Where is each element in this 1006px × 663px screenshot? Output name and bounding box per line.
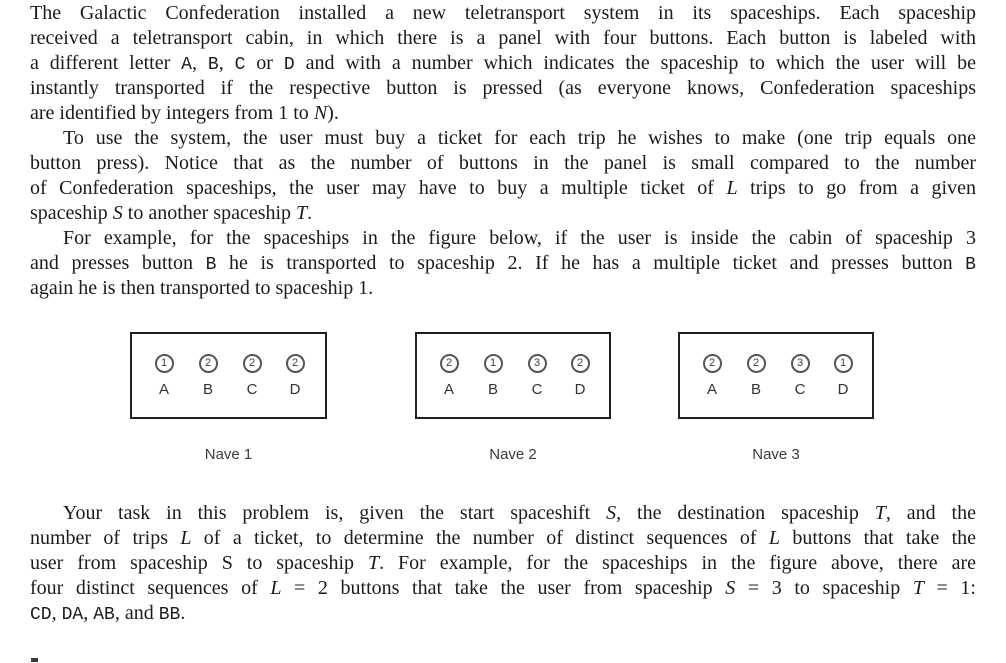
button-panel-box xyxy=(130,332,327,419)
body-text: , and xyxy=(114,602,159,624)
destination-number-circle: 2 xyxy=(440,354,459,373)
math-variable: N xyxy=(313,102,328,124)
math-variable: S xyxy=(725,577,736,599)
text-line xyxy=(30,51,976,76)
text-line xyxy=(30,551,976,576)
body-text: received a teletransport cabin, in which there is a panel with four buttons. Each button is labeled with xyxy=(30,27,976,49)
button-code-text: DA xyxy=(61,605,84,625)
text-line xyxy=(30,251,976,276)
body-text: trips to go from a given xyxy=(737,177,976,199)
paragraph xyxy=(30,501,976,626)
body-text: or xyxy=(245,52,284,74)
body-text: Your task in this problem is, given the start spaceshift xyxy=(63,502,607,524)
destination-number-circle: 2 xyxy=(199,354,218,373)
body-text: of a ticket, to determine the number of distinct sequences of xyxy=(191,527,769,549)
panel-caption: Nave 3 xyxy=(752,446,800,463)
body-text: ). xyxy=(327,102,339,124)
body-text: again he is then transported to spaceship 1. xyxy=(30,277,374,299)
button-letter-label: C xyxy=(794,381,806,398)
destination-number-circle: 1 xyxy=(484,354,503,373)
body-text: user from spaceship S to spaceship xyxy=(30,552,368,574)
math-variable: T xyxy=(296,202,308,224)
text-line xyxy=(30,176,976,201)
destination-number-circle: 1 xyxy=(834,354,853,373)
cropped-heading-artifact xyxy=(31,658,38,662)
paragraph xyxy=(30,126,976,226)
destination-number-circle: 2 xyxy=(243,354,262,373)
teleport-button-C xyxy=(522,354,552,398)
button-letter-label: D xyxy=(289,381,301,398)
text-line xyxy=(30,276,976,301)
body-text: of Confederation spaceships, the user may have to buy a multiple ticket of xyxy=(30,177,727,199)
math-variable: L xyxy=(270,577,282,599)
text-line xyxy=(30,201,976,226)
button-panel-box xyxy=(415,332,611,419)
body-text: , xyxy=(218,52,235,74)
body-text: to another spaceship xyxy=(122,202,297,224)
teleport-button-A xyxy=(149,354,179,398)
button-letter-label: D xyxy=(574,381,586,398)
button-code-text: AB xyxy=(93,605,115,625)
body-text: = 1: xyxy=(923,577,976,599)
text-line xyxy=(30,101,976,126)
body-text: four distinct sequences of xyxy=(30,577,271,599)
panel-caption: Nave 2 xyxy=(489,446,537,463)
math-variable: L xyxy=(768,527,780,549)
button-letter-label: B xyxy=(487,381,498,398)
math-variable: L xyxy=(726,177,738,199)
text-line xyxy=(30,576,976,601)
problem-statement-top xyxy=(30,1,976,301)
spaceship-panel-1 xyxy=(130,332,327,463)
teleport-button-C xyxy=(237,354,267,398)
body-text: To use the system, the user must buy a ticket for each trip he wishes to make (one trip equals one xyxy=(63,127,976,149)
teleport-button-D xyxy=(280,354,310,398)
destination-number-circle: 2 xyxy=(571,354,590,373)
button-letter-label: C xyxy=(531,381,543,398)
body-text: , the destination spaceship xyxy=(616,502,875,524)
body-text: . xyxy=(307,202,313,224)
destination-number-circle: 3 xyxy=(791,354,810,373)
button-code-text: C xyxy=(234,55,246,75)
body-text: , xyxy=(191,52,208,74)
button-code-text: B xyxy=(965,255,976,275)
panel-caption: Nave 1 xyxy=(204,446,253,463)
body-text: buttons that take the xyxy=(780,527,976,549)
button-panel-box xyxy=(678,332,874,419)
destination-number-circle: 2 xyxy=(703,354,722,373)
button-code-text: BB xyxy=(158,605,181,625)
teleport-button-B xyxy=(478,354,508,398)
body-text: . For example, for the spaceships in the figure above, there are xyxy=(379,552,976,574)
spaceship-panel-2 xyxy=(415,332,611,463)
text-line xyxy=(30,151,976,176)
destination-number-circle: 2 xyxy=(286,354,305,373)
body-text: instantly transported if the respective button is pressed (as everyone knows, Confederation spaceships xyxy=(30,77,976,99)
teleport-button-B xyxy=(741,354,771,398)
body-text: a different letter xyxy=(30,52,182,74)
text-line xyxy=(30,526,976,551)
body-text: . xyxy=(180,602,186,624)
body-text: he is transported to spaceship 2. If he has a multiple ticket and presses button xyxy=(216,252,966,274)
button-code-text: B xyxy=(207,55,219,75)
body-text: For example, for the spaceships in the figure below, if the user is inside the cabin of spaceship 3 xyxy=(63,227,976,249)
destination-number-circle: 3 xyxy=(528,354,547,373)
text-line xyxy=(30,226,976,251)
body-text: , xyxy=(83,602,94,624)
spaceship-panel-3 xyxy=(678,332,874,463)
teleport-button-D xyxy=(828,354,858,398)
button-letter-label: A xyxy=(158,381,169,398)
button-letter-label: D xyxy=(837,381,849,398)
body-text: = 2 buttons that take the user from spaceship xyxy=(281,577,726,599)
button-letter-label: A xyxy=(443,381,454,398)
button-letter-label: B xyxy=(202,381,213,398)
body-text: button press). Notice that as the number of buttons in the panel is small compared to the number xyxy=(30,152,976,174)
body-text: are identified by integers from 1 to xyxy=(30,102,314,124)
body-text: and with a number which indicates the spaceship to which the user will be xyxy=(294,52,976,74)
math-variable: T xyxy=(874,502,886,524)
body-text: , xyxy=(51,602,62,624)
teleport-button-D xyxy=(565,354,595,398)
destination-number-circle: 2 xyxy=(747,354,766,373)
paragraph xyxy=(30,226,976,301)
text-line xyxy=(30,501,976,526)
problem-statement-bottom xyxy=(30,501,976,626)
teleport-button-C xyxy=(785,354,815,398)
button-code-text: B xyxy=(205,255,217,275)
teleport-button-B xyxy=(193,354,223,398)
math-variable: T xyxy=(912,577,924,599)
text-line xyxy=(30,126,976,151)
body-text: and presses button xyxy=(30,252,206,274)
button-letter-label: C xyxy=(246,381,258,398)
math-variable: L xyxy=(180,527,192,549)
math-variable: T xyxy=(367,552,380,574)
body-text: , and the xyxy=(885,502,976,524)
text-line xyxy=(30,26,976,51)
text-line xyxy=(30,76,976,101)
body-text: = 3 to spaceship xyxy=(735,577,913,599)
button-letter-label: A xyxy=(706,381,717,398)
button-code-text: CD xyxy=(30,605,52,625)
paragraph xyxy=(30,1,976,126)
destination-number-circle: 1 xyxy=(155,354,174,373)
button-letter-label: B xyxy=(750,381,761,398)
math-variable: S xyxy=(606,502,617,524)
teleport-button-A xyxy=(434,354,464,398)
text-line xyxy=(30,1,976,26)
button-code-text: D xyxy=(283,55,295,75)
body-text: number of trips xyxy=(30,527,181,549)
body-text: The Galactic Confederation installed a new teletransport system in its spaceships. Each spaceship xyxy=(30,2,976,24)
button-code-text: A xyxy=(181,55,192,75)
text-line xyxy=(30,601,976,626)
math-variable: S xyxy=(112,202,123,224)
body-text: spaceship xyxy=(30,202,113,224)
teleport-button-A xyxy=(697,354,727,398)
